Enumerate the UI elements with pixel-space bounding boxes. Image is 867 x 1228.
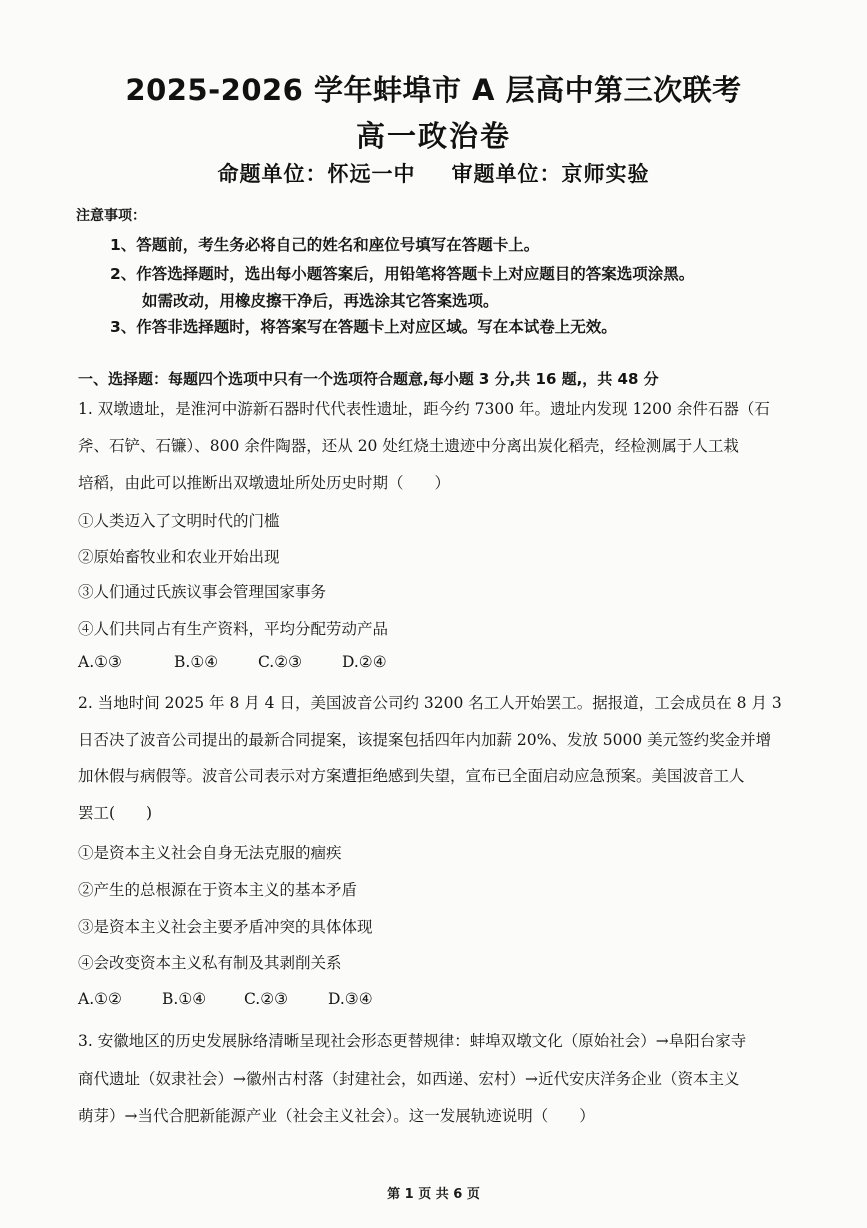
units-line bbox=[0, 158, 867, 188]
q2-statement-4: ④会改变资本主义私有制及其剥削关系 bbox=[78, 954, 342, 972]
q2-option-b: B.①④ bbox=[162, 990, 207, 1008]
notice-item-2-cont: 如需改动，用橡皮擦干净后，再选涂其它答案选项。 bbox=[142, 292, 499, 310]
q1-statement-1: ①人类迈入了文明时代的门槛 bbox=[78, 512, 280, 530]
q1-statement-3: ③人们通过氏族议事会管理国家事务 bbox=[78, 583, 327, 601]
q2-stem-line3: 加休假与病假等。波音公司表示对方案遭拒绝感到失望，宣布已全面启动应急预案。美国波音工人 bbox=[78, 767, 745, 785]
q2-stem-line2: 日否决了波音公司提出的最新合同提案，该提案包括四年内加薪 20%、发放 5000 美元签约奖金并增 bbox=[78, 731, 772, 749]
q1-options bbox=[78, 653, 387, 671]
q2-stem-line1: 2. 当地时间 2025 年 8 月 4 日，美国波音公司约 3200 名工人开始罢工。据报道，工会成员在 8 月 3 bbox=[78, 694, 782, 712]
notice-heading: 注意事项： bbox=[76, 208, 146, 224]
q2-statement-3: ③是资本主义社会主要矛盾冲突的具体体现 bbox=[78, 918, 373, 936]
notice-item-1: 1、答题前，考生务必将自己的姓名和座位号填写在答题卡上。 bbox=[110, 236, 540, 254]
q2-statement-1: ①是资本主义社会自身无法克服的痼疾 bbox=[78, 844, 342, 862]
review-unit: 审题单位：京师实验 bbox=[451, 162, 650, 186]
q3-stem-line1: 3. 安徽地区的历史发展脉络清晰呈现社会形态更替规律：蚌埠双墩文化（原始社会）→阜阳台家寺 bbox=[78, 1032, 747, 1050]
q1-option-c: C.②③ bbox=[258, 653, 303, 671]
q2-option-c: C.②③ bbox=[244, 990, 289, 1008]
q1-statement-2: ②原始畜牧业和农业开始出现 bbox=[78, 548, 280, 566]
q2-option-d: D.③④ bbox=[328, 990, 373, 1008]
notice-item-2: 2、作答选择题时，选出每小题答案后，用铅笔将答题卡上对应题目的答案选项涂黑。 bbox=[110, 265, 695, 283]
q2-option-a: A.①② bbox=[78, 990, 122, 1008]
q1-option-d: D.②④ bbox=[342, 653, 387, 671]
section-heading: 一、选择题：每题四个选项中只有一个选项符合题意,每小题 3 分,共 16 题,，共 48 分 bbox=[78, 370, 659, 388]
exam-subtitle: 高一政治卷 bbox=[355, 119, 511, 153]
q1-stem-line3: 培稻，由此可以推断出双墩遗址所处历史时期（ ） bbox=[78, 474, 451, 492]
q2-options bbox=[78, 990, 373, 1008]
notice-item-3: 3、作答非选择题时，将答案写在答题卡上对应区域。写在本试卷上无效。 bbox=[110, 318, 617, 336]
q1-statement-4: ④人们共同占有生产资料，平均分配劳动产品 bbox=[78, 620, 389, 638]
q3-stem-line3: 萌芽）→当代合肥新能源产业（社会主义社会）。这一发展轨迹说明（ ） bbox=[78, 1107, 595, 1125]
exam-title: 2025-2026 学年蚌埠市 A 层高中第三次联考 bbox=[125, 73, 742, 107]
q1-option-a: A.①③ bbox=[78, 653, 122, 671]
q1-stem-line2: 斧、石铲、石镰）、800 余件陶器，还从 20 处红烧土遗迹中分离出炭化稻壳，经检测属于人工栽 bbox=[78, 437, 739, 455]
q1-option-b: B.①④ bbox=[174, 653, 219, 671]
q3-stem-line2: 商代遗址（奴隶社会）→徽州古村落（封建社会，如西递、宏村）→近代安庆洋务企业（资本主义 bbox=[78, 1070, 740, 1088]
author-unit: 命题单位：怀远一中 bbox=[217, 162, 416, 186]
q2-stem-line4: 罢工( ) bbox=[78, 804, 153, 822]
q1-stem-line1: 1. 双墩遗址，是淮河中游新石器时代代表性遗址，距今约 7300 年。遗址内发现 1200 余件石器（石 bbox=[78, 400, 770, 418]
page-number: 第 1 页 共 6 页 bbox=[387, 1187, 480, 1202]
q2-statement-2: ②产生的总根源在于资本主义的基本矛盾 bbox=[78, 881, 358, 899]
